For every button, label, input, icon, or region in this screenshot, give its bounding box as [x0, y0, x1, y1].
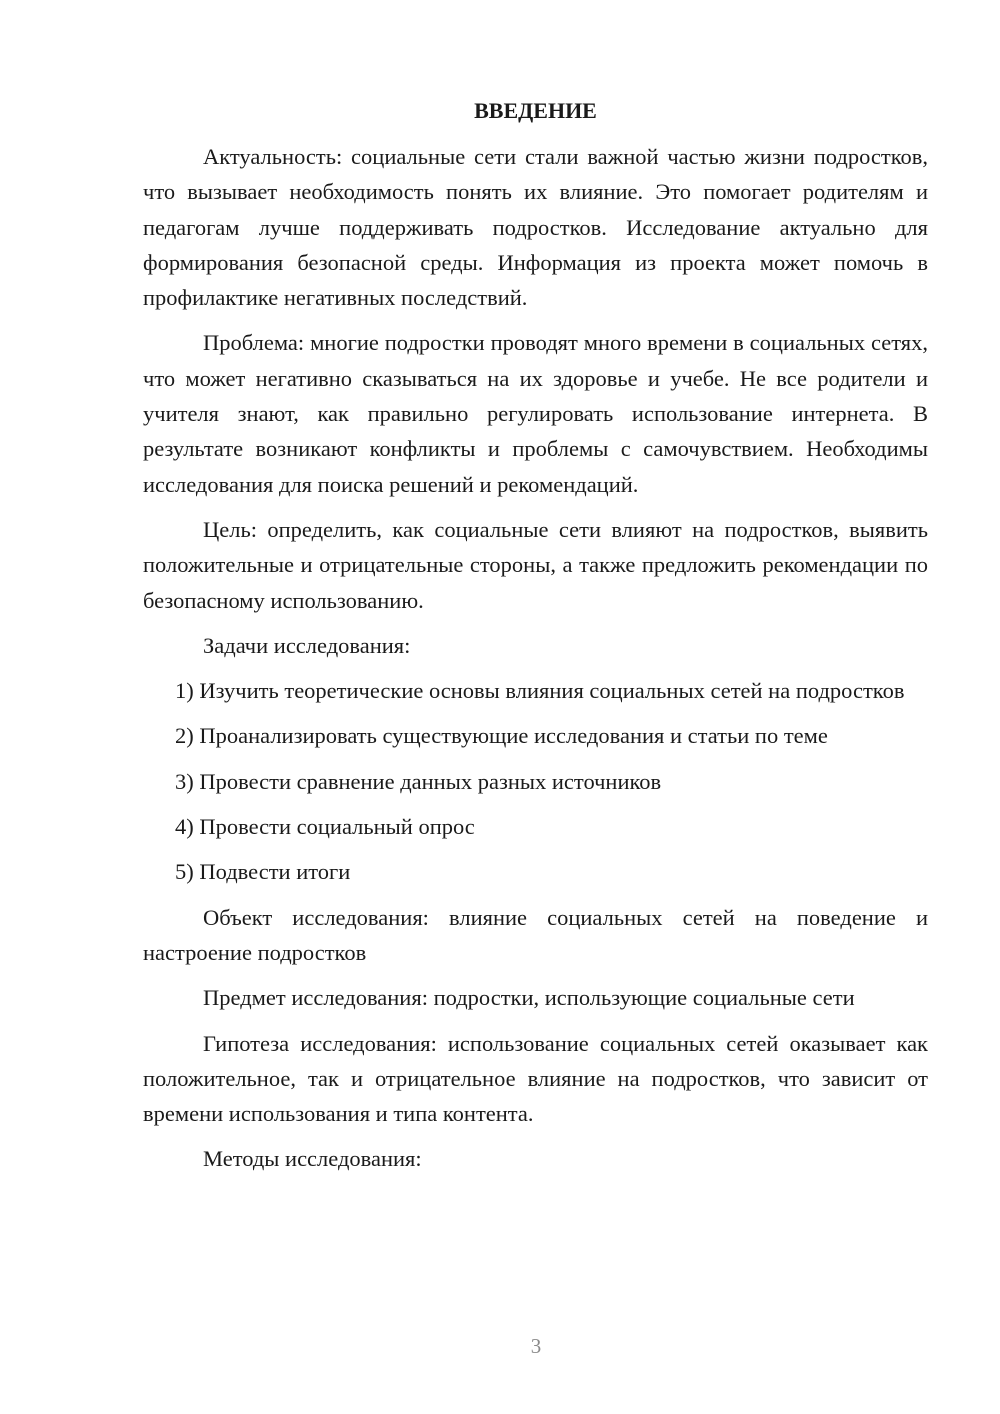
object-paragraph: Объект исследования: влияние социальных сетей на поведение и настроение подростков: [143, 904, 928, 965]
relevance-paragraph: Актуальность: социальные сети стали важной частью жизни подростков, что вызывает необходимость понять их влияние. Это помогает родителям и педагогам лучше поддерживать подростков. Исследование актуально для формирования безопасной среды. Информация из проекта может помочь в профилактике негативных последствий.: [143, 144, 928, 311]
subject-paragraph: Предмет исследования: подростки, использующие социальные сети: [203, 985, 855, 1011]
task-item: 2) Проанализировать существующие исследования и статьи по теме: [175, 723, 828, 749]
problem-paragraph: Проблема: многие подростки проводят много времени в социальных сетях, что может негативно сказываться на их здоровье и учебе. Не все родители и учителя знают, как правильно регулировать использование интернета. В результате возникают конфликты и проблемы с самочувствием. Необходимы исследования для поиска решений и рекомендаций.: [143, 330, 928, 497]
tasks-list: [143, 673, 928, 889]
task-item: 1) Изучить теоретические основы влияния социальных сетей на подростков: [175, 678, 905, 704]
goal-paragraph: Цель: определить, как социальные сети влияют на подростков, выявить положительные и отрицательные стороны, а также предложить рекомендации по безопасному использованию.: [143, 516, 928, 613]
task-item: 5) Подвести итоги: [175, 859, 351, 885]
tasks-heading: Задачи исследования:: [203, 632, 411, 658]
page-number: 3: [530, 1334, 542, 1358]
hypothesis-paragraph: Гипотеза исследования: использование социальных сетей оказывает как положительное, так и отрицательное влияние на подростков, что зависит от времени использования и типа контента.: [143, 1030, 928, 1127]
task-item: 4) Провести социальный опрос: [175, 814, 475, 840]
document-body: [143, 93, 928, 1187]
page-title: ВВЕДЕНИЕ: [474, 98, 597, 123]
methods-heading: Методы исследования:: [203, 1146, 422, 1172]
task-item: 3) Провести сравнение данных разных источников: [175, 768, 662, 794]
